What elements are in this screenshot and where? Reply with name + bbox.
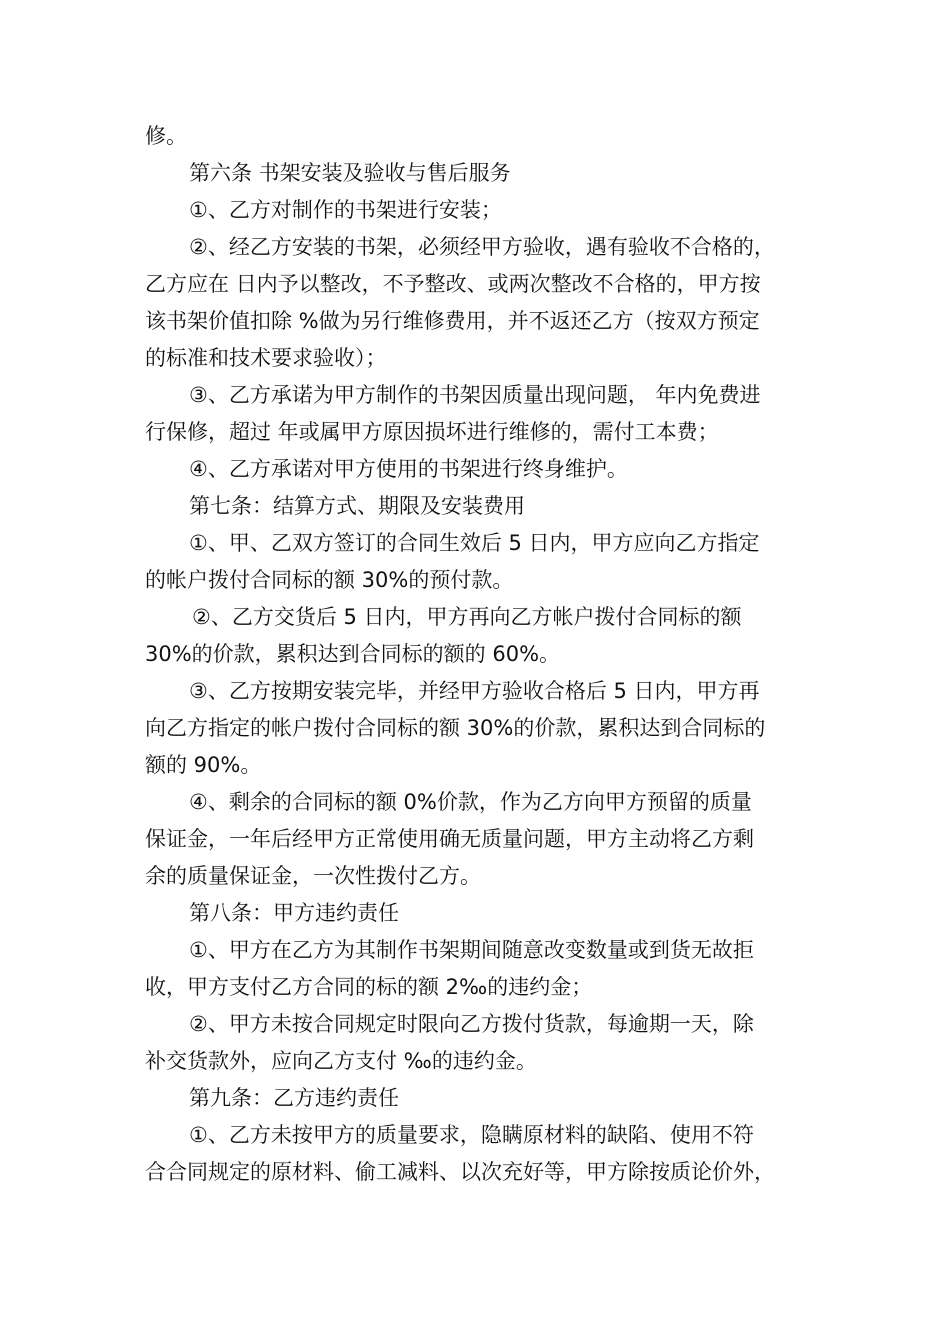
- article-6-heading: 第六条 书架安装及验收与售后服务: [189, 161, 511, 185]
- text-line: ④、剩余的合同标的额 0%价款，作为乙方向甲方预留的质量: [189, 790, 752, 814]
- text-line: ①、甲方在乙方为其制作书架期间随意改变数量或到货无故拒: [189, 938, 754, 962]
- text-line: ②、乙方交货后 5 日内，甲方再向乙方帐户拨付合同标的额: [192, 605, 742, 629]
- article-7-heading: 第七条：结算方式、期限及安装费用: [189, 494, 525, 518]
- text-line: 乙方应在 日内予以整改，不予整改、或两次整改不合格的，甲方按: [145, 272, 761, 296]
- text-line: 补交货款外，应向乙方支付 ‰的违约金。: [145, 1049, 537, 1073]
- text-line: ③、乙方承诺为甲方制作的书架因质量出现问题， 年内免费进: [189, 383, 761, 407]
- text-line: 收，甲方支付乙方合同的标的额 2‰的违约金；: [145, 975, 593, 999]
- text-line: ①、甲、乙双方签订的合同生效后 5 日内，甲方应向乙方指定: [189, 531, 760, 555]
- text-line: 向乙方指定的帐户拨付合同标的额 30%的价款，累积达到合同标的: [145, 716, 766, 740]
- text-line: 的标准和技术要求验收）；: [145, 346, 387, 370]
- text-line: ③、乙方按期安装完毕，并经甲方验收合格后 5 日内，甲方再: [189, 679, 760, 703]
- text-line: 行保修，超过 年或属甲方原因损坏进行维修的，需付工本费；: [145, 420, 719, 444]
- text-line: 保证金，一年后经甲方正常使用确无质量问题，甲方主动将乙方剩: [145, 827, 754, 851]
- text-line: ②、甲方未按合同规定时限向乙方拨付货款，每逾期一天，除: [189, 1012, 754, 1036]
- text-line: ④、乙方承诺对甲方使用的书架进行终身维护。: [189, 457, 628, 481]
- article-8-heading: 第八条：甲方违约责任: [189, 901, 399, 925]
- text-line: 额的 90%。: [145, 753, 262, 777]
- text-line: 合合同规定的原材料、偷工减料、以次充好等，甲方除按质论价外，: [145, 1160, 775, 1184]
- text-line: 修。: [145, 124, 187, 148]
- article-9-heading: 第九条：乙方违约责任: [189, 1086, 399, 1110]
- text-line: 该书架价值扣除 %做为另行维修费用，并不返还乙方（按双方预定: [145, 309, 760, 333]
- text-line: ①、乙方未按甲方的质量要求，隐瞒原材料的缺陷、使用不符: [189, 1123, 754, 1147]
- text-line: 的帐户拨付合同标的额 30%的预付款。: [145, 568, 514, 592]
- text-line: 30%的价款，累积达到合同标的额的 60%。: [145, 642, 561, 666]
- document-page: [145, 118, 810, 1191]
- text-line: ②、经乙方安装的书架，必须经甲方验收，遇有验收不合格的，: [189, 235, 775, 259]
- text-line: ①、乙方对制作的书架进行安装；: [189, 198, 502, 222]
- text-line: 余的质量保证金，一次性拨付乙方。: [145, 864, 481, 888]
